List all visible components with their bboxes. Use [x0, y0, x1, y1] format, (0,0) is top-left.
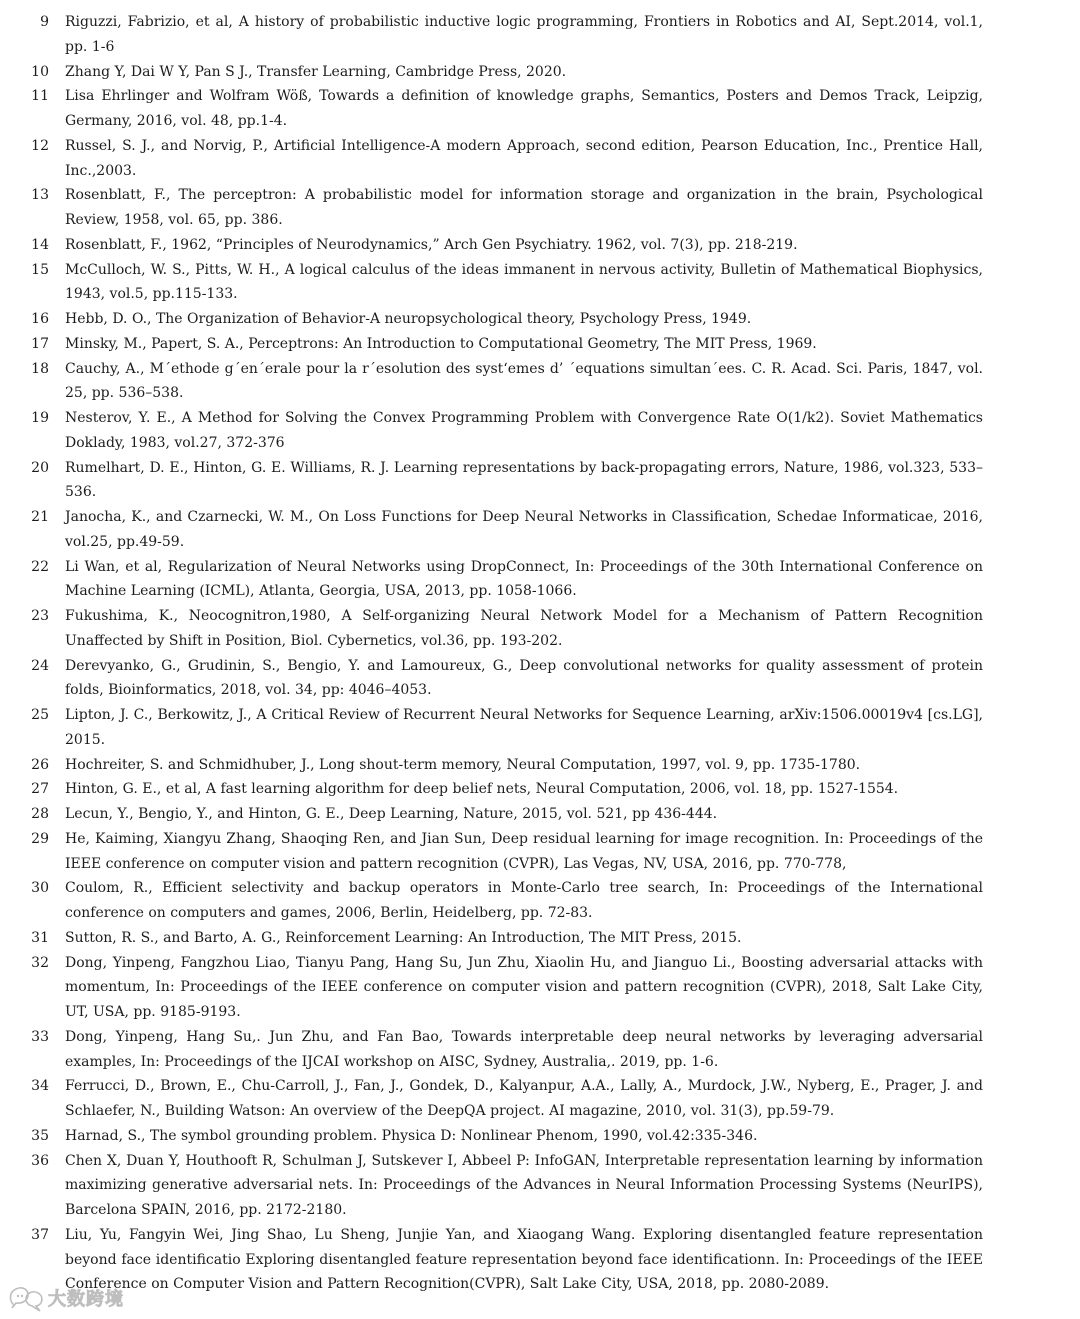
reference-text: Hebb, D. O., The Organization of Behavior-A neuropsychological theory, Psychology Press, 1949.	[65, 311, 752, 327]
reference-number: 25	[31, 707, 49, 723]
reference-item	[0, 1025, 1080, 1075]
reference-item	[0, 332, 1080, 357]
reference-text: Russel, S. J., and Norvig, P., Artificial Intelligence-A modern Approach, second edition, Pearson Education, Inc., Prentice Hall, Inc.,2003.	[65, 137, 983, 179]
reference-number: 13	[31, 187, 49, 204]
reference-item	[0, 654, 1080, 704]
chat-bubbles-icon	[8, 1283, 46, 1313]
reference-text: Zhang Y, Dai W Y, Pan S J., Transfer Learning, Cambridge Press, 2020.	[65, 63, 567, 80]
reference-number: 26	[31, 756, 49, 773]
reference-text: Cauchy, A., M´ethode g´en´erale pour la r´esolution des syst‘emes d’ ´equations simultan´ees. C. R. Acad. Sci. Paris, 1847, vol. 25, pp. 536–538.	[65, 360, 983, 402]
reference-item	[0, 1074, 1080, 1124]
reference-item	[0, 1223, 1080, 1297]
reference-item	[0, 307, 1080, 332]
reference-text: Lecun, Y., Bengio, Y., and Hinton, G. E., Deep Learning, Nature, 2015, vol. 521, pp 436-444.	[65, 806, 718, 822]
reference-item	[0, 134, 1080, 184]
reference-number: 20	[31, 459, 49, 476]
reference-text: He, Kaiming, Xiangyu Zhang, Shaoqing Ren, and Jian Sun, Deep residual learning for image recognition. In: Proceedings of the IEEE conference on computer vision and pattern recognition (CVPR), Las Vegas, NV, USA, 2016, pp. 770-778,	[65, 830, 983, 872]
reference-item	[0, 456, 1080, 506]
reference-item	[0, 827, 1080, 877]
reference-number: 37	[31, 1226, 49, 1243]
reference-item	[0, 84, 1080, 134]
reference-item	[0, 1149, 1080, 1223]
reference-text: Li Wan, et al, Regularization of Neural Networks using DropConnect, In: Proceedings of the 30th International Conference on Machine Learning (ICML), Atlanta, Georgia, USA, 2013, pp. 1058-1066.	[65, 558, 983, 600]
reference-text: Riguzzi, Fabrizio, et al, A history of probabilistic inductive logic programming, Frontiers in Robotics and AI, Sept.2014, vol.1, pp. 1-6	[65, 14, 983, 55]
reference-number: 28	[31, 806, 49, 822]
reference-text: Derevyanko, G., Grudinin, S., Bengio, Y. and Lamoureux, G., Deep convolutional networks for quality assessment of protein folds, Bioinformatics, 2018, vol. 34, pp: 4046–4053.	[65, 657, 983, 699]
reference-text: Minsky, M., Papert, S. A., Perceptrons: An Introduction to Computational Geometry, The MIT Press, 1969.	[65, 335, 817, 352]
watermark	[8, 1283, 124, 1313]
reference-number: 16	[31, 311, 49, 327]
reference-text: Rosenblatt, F., 1962, “Principles of Neurodynamics,” Arch Gen Psychiatry. 1962, vol. 7(3), pp. 218-219.	[65, 236, 798, 253]
reference-item	[0, 604, 1080, 654]
reference-item	[0, 703, 1080, 753]
reference-number: 31	[31, 929, 49, 946]
reference-number: 14	[31, 236, 49, 253]
reference-text: Lisa Ehrlinger and Wolfram Wöß, Towards a definition of knowledge graphs, Semantics, Posters and Demos Track, Leipzig, Germany, 2016, vol. 48, pp.1-4.	[65, 88, 983, 129]
reference-item	[0, 233, 1080, 258]
reference-number: 32	[31, 954, 49, 971]
reference-text: Dong, Yinpeng, Hang Su,. Jun Zhu, and Fan Bao, Towards interpretable deep neural networks by leveraging adversarial examples, In: Proceedings of the IJCAI workshop on AISC, Sydney, Australia,. 2019, pp. 1-6.	[65, 1028, 983, 1070]
reference-item	[0, 555, 1080, 605]
reference-item	[0, 10, 1080, 60]
reference-number: 11	[31, 88, 49, 105]
reference-item	[0, 406, 1080, 456]
reference-number: 33	[31, 1028, 49, 1045]
reference-number: 21	[31, 509, 49, 525]
reference-number: 29	[31, 830, 49, 847]
reference-number: 36	[31, 1152, 49, 1169]
reference-item	[0, 926, 1080, 951]
reference-number: 27	[31, 781, 49, 798]
reference-text: Coulom, R., Efficient selectivity and backup operators in Monte-Carlo tree search, In: Proceedings of the International conference on computers and games, 2006, Berlin, Heidelberg, pp. 72-83.	[65, 880, 983, 921]
reference-text: Hochreiter, S. and Schmidhuber, J., Long shout-term memory, Neural Computation, 1997, vol. 9, pp. 1735-1780.	[65, 756, 861, 773]
reference-text: Harnad, S., The symbol grounding problem. Physica D: Nonlinear Phenom, 1990, vol.42:335-346.	[65, 1127, 758, 1144]
reference-item	[0, 60, 1080, 85]
reference-number: 24	[31, 657, 49, 674]
reference-text: Chen X, Duan Y, Houthooft R, Schulman J, Sutskever I, Abbeel P: InfoGAN, Interpretable representation learning by information maximizing generative adversarial nets. In: Proceedings of the Advances in Neural Information Processing Systems (NeurIPS), Barcelona SPAIN, 2016, pp. 2172-2180.	[65, 1152, 983, 1218]
reference-text: Sutton, R. S., and Barto, A. G., Reinforcement Learning: An Introduction, The MIT Press, 2015.	[65, 929, 742, 946]
reference-number: 18	[31, 360, 49, 377]
reference-text: Rumelhart, D. E., Hinton, G. E. Williams, R. J. Learning representations by back-propagating errors, Nature, 1986, vol.323, 533–536.	[65, 459, 983, 501]
reference-item	[0, 802, 1080, 827]
reference-item	[0, 505, 1080, 555]
reference-text: Ferrucci, D., Brown, E., Chu-Carroll, J., Fan, J., Gondek, D., Kalyanpur, A.A., Lally, A., Murdock, J.W., Nyberg, E., Prager, J. and Schlaefer, N., Building Watson: An overview of the DeepQA project. AI magazine, 2010, vol. 31(3), pp.59-79.	[65, 1078, 983, 1119]
reference-number: 35	[31, 1127, 49, 1144]
reference-item	[0, 357, 1080, 407]
reference-number: 15	[31, 261, 49, 278]
reference-number: 12	[31, 137, 49, 154]
reference-number: 23	[31, 608, 49, 624]
reference-item	[0, 876, 1080, 926]
reference-text: Janocha, K., and Czarnecki, W. M., On Loss Functions for Deep Neural Networks in Classification, Schedae Informaticae, 2016, vol.25, pp.49-59.	[65, 509, 983, 550]
reference-item	[0, 258, 1080, 308]
reference-number: 30	[31, 880, 49, 897]
reference-text: Fukushima, K., Neocognitron,1980, A Self-organizing Neural Network Model for a Mechanism of Pattern Recognition Unaffected by Shift in Position, Biol. Cybernetics, vol.36, pp. 193-202.	[65, 608, 983, 649]
reference-number: 34	[31, 1078, 49, 1095]
reference-list	[0, 10, 1080, 1297]
reference-item	[0, 1124, 1080, 1149]
reference-text: Rosenblatt, F., The perceptron: A probabilistic model for information storage and organization in the brain, Psychological Review, 1958, vol. 65, pp. 386.	[65, 187, 983, 228]
reference-text: Liu, Yu, Fangyin Wei, Jing Shao, Lu Sheng, Junjie Yan, and Xiaogang Wang. Exploring disentangled feature representation beyond face identificatio Exploring disentangled feature representation beyond face identificationn. In: Proceedings of the IEEE Conference on Computer Vision and Pattern Recognition(CVPR), Salt Lake City, USA, 2018, pp. 2080-2089.	[65, 1226, 983, 1293]
reference-text: Lipton, J. C., Berkowitz, J., A Critical Review of Recurrent Neural Networks for Sequence Learning, arXiv:1506.00019v4 [cs.LG], 2015.	[65, 707, 983, 748]
reference-item	[0, 951, 1080, 1025]
reference-text: Dong, Yinpeng, Fangzhou Liao, Tianyu Pang, Hang Su, Jun Zhu, Xiaolin Hu, and Jianguo Li., Boosting adversarial attacks with momentum, In: Proceedings of the IEEE conference on computer vision and pattern recognition (CVPR), 2018, Salt Lake City, UT, USA, pp. 9185-9193.	[65, 954, 983, 1020]
reference-text: Hinton, G. E., et al, A fast learning algorithm for deep belief nets, Neural Computation, 2006, vol. 18, pp. 1527-1554.	[65, 781, 899, 798]
reference-number: 10	[31, 63, 49, 80]
reference-number: 22	[31, 558, 49, 575]
watermark-text: 大数跨境	[48, 1289, 124, 1310]
reference-number: 9	[40, 14, 49, 30]
reference-item	[0, 183, 1080, 233]
reference-number: 17	[31, 335, 49, 352]
reference-number: 19	[31, 410, 49, 426]
reference-text: McCulloch, W. S., Pitts, W. H., A logical calculus of the ideas immanent in nervous activity, Bulletin of Mathematical Biophysics, 1943, vol.5, pp.115-133.	[65, 261, 983, 303]
reference-item	[0, 753, 1080, 778]
reference-item	[0, 777, 1080, 802]
reference-text: Nesterov, Y. E., A Method for Solving the Convex Programming Problem with Convergence Rate O(1/k2). Soviet Mathematics Doklady, 1983, vol.27, 372-376	[65, 410, 983, 451]
